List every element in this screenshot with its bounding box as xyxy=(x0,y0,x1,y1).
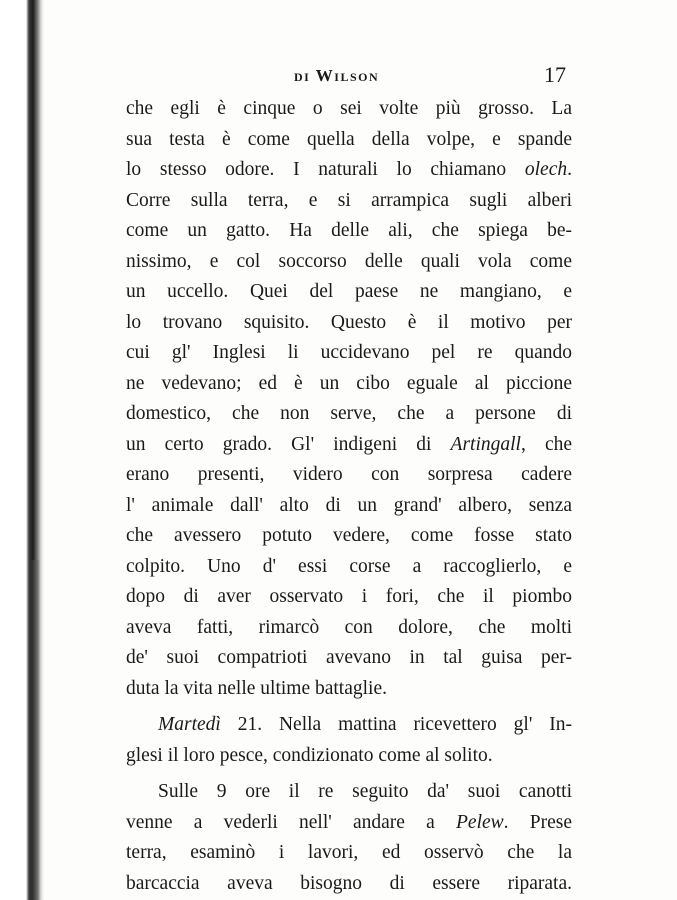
text-line xyxy=(126,552,572,583)
text-line xyxy=(126,710,572,741)
text-line xyxy=(126,369,572,400)
text-line xyxy=(126,186,572,217)
text-segment: sua testa è come quella della volpe, e spande xyxy=(126,128,572,150)
text-segment: l' animale dall' alto di un grand' albero, senza xyxy=(126,494,572,516)
text-line xyxy=(126,491,572,522)
text-segment: glesi il loro pesce, condizionato come al solito. xyxy=(126,744,493,766)
text-line xyxy=(126,741,572,772)
text-segment: domestico, che non serve, che a persone di xyxy=(126,403,572,424)
text-segment: de' suoi compatrioti avevano in tal guisa per- xyxy=(126,647,572,668)
text-segment: duta la vita nelle ultime battaglie. xyxy=(126,677,387,699)
text-line xyxy=(126,674,572,705)
text-line xyxy=(126,521,572,552)
text-line xyxy=(126,777,572,808)
text-segment: un uccello. Quei del paese ne mangiano, e xyxy=(126,281,572,302)
text-segment: 21. Nella mattina ricevettero gl' In- xyxy=(220,714,572,735)
text-segment: che egli è cinque o sei volte più grosso. La xyxy=(126,98,572,119)
running-title: di Wilson xyxy=(294,66,380,85)
text-line xyxy=(126,430,572,461)
text-segment: lo stesso odore. I naturali lo chiamano xyxy=(126,159,525,180)
text-segment: erano presenti, videro con sorpresa cadere xyxy=(126,464,572,485)
text-line xyxy=(126,94,572,125)
text-line xyxy=(126,460,572,491)
running-head xyxy=(126,64,572,90)
italic-text: Pelew xyxy=(456,811,504,833)
italic-text: Martedì xyxy=(158,714,221,735)
text-segment: barcaccia aveva bisogno di essere riparata. xyxy=(126,872,572,894)
text-line xyxy=(126,399,572,430)
text-segment: terra, esaminò i lavori, ed osservò che la xyxy=(126,842,572,863)
text-segment: ne vedevano; ed è un cibo eguale al piccione xyxy=(126,372,572,394)
text-line xyxy=(126,838,572,869)
text-segment: , che xyxy=(520,433,573,455)
text-segment: un certo grado. Gl' indigeni di xyxy=(126,433,451,455)
text-line xyxy=(126,869,572,900)
text-line xyxy=(126,582,572,613)
text-segment: Sulle 9 ore il re seguito da' suoi canotti xyxy=(158,781,572,802)
italic-text: Artingall xyxy=(450,433,521,455)
text-line xyxy=(126,613,572,644)
text-line xyxy=(126,155,572,186)
text-segment: nissimo, e col soccorso delle quali vola come xyxy=(126,250,572,272)
text-segment: aveva fatti, rimarcò con dolore, che molti xyxy=(126,616,572,638)
text-segment: che avessero potuto vedere, come fosse stato xyxy=(126,525,572,546)
text-segment: venne a vederli nell' andare a xyxy=(126,811,456,833)
text-line xyxy=(126,277,572,308)
text-line xyxy=(126,643,572,674)
text-line xyxy=(126,125,572,156)
text-line xyxy=(126,338,572,369)
text-line xyxy=(126,247,572,278)
text-segment: lo trovano squisito. Questo è il motivo per xyxy=(126,311,572,333)
text-line xyxy=(126,216,572,247)
text-line xyxy=(126,808,572,839)
italic-text: olech xyxy=(524,159,568,180)
body-text xyxy=(126,94,572,899)
page-number: 17 xyxy=(544,62,566,87)
text-segment: dopo di aver osservato i fori, che il piombo xyxy=(126,586,572,607)
text-segment: Corre sulla terra, e si arrampica sugli alberi xyxy=(126,189,572,211)
text-segment: colpito. Uno d' essi corse a raccoglierlo, e xyxy=(126,555,572,577)
page-binding-edge xyxy=(0,0,44,900)
text-segment: cui gl' Inglesi li uccidevano pel re quando xyxy=(126,342,572,363)
text-segment: . Prese xyxy=(503,811,572,833)
text-segment: come un gatto. Ha delle ali, che spiega be- xyxy=(126,220,572,241)
text-segment: . xyxy=(567,159,572,180)
text-line xyxy=(126,308,572,339)
